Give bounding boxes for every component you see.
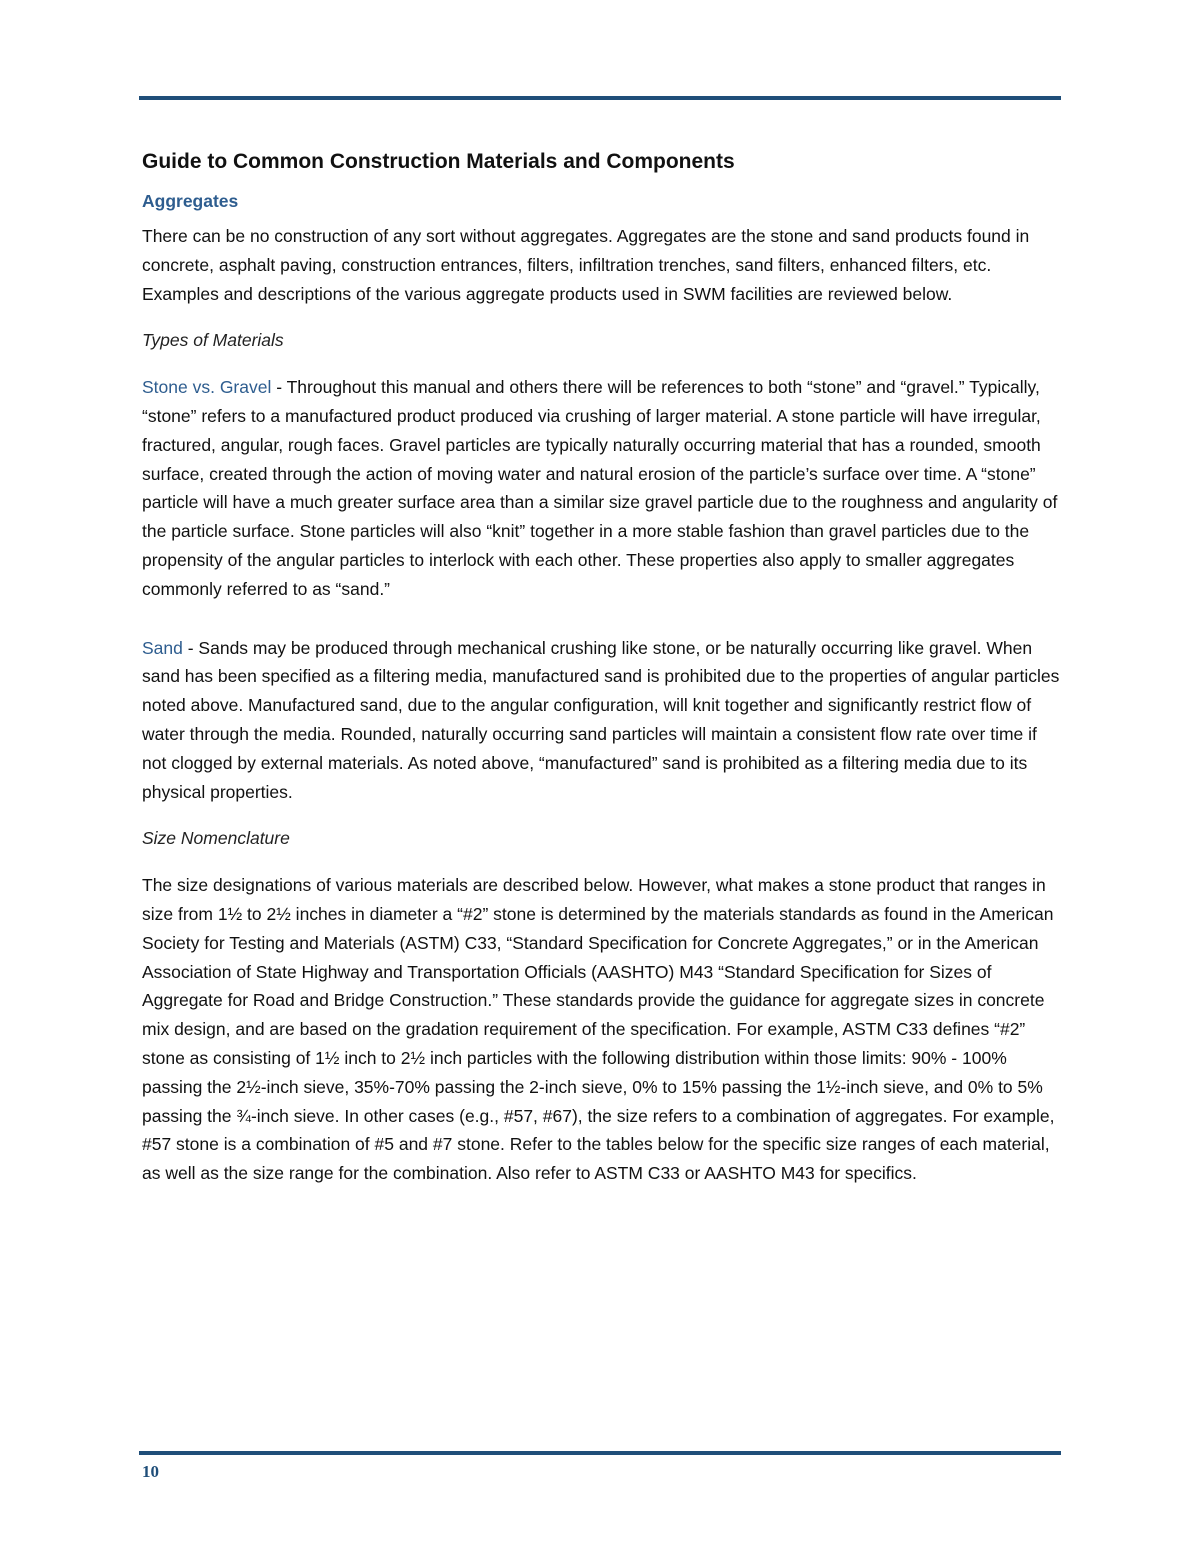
- footer-rule: [139, 1451, 1061, 1455]
- size-nomenclature-paragraph: The size designations of various materials are described below. However, what makes a stone product that ranges in size from 1½ to 2½ inches in diameter a “#2” stone is determined by the materials standards as found in the American Society for Testing and Materials (ASTM) C33, “Standard Specification for Concrete Aggregates,” or in the American Association of State Highway and Transportation Officials (AASHTO) M43 “Standard Specification for Sizes of Aggregate for Road and Bridge Construction.” These standards provide the guidance for aggregate sizes in concrete mix design, and are based on the gradation requirement of the specification. For example, ASTM C33 defines “#2” stone as consisting of 1½ inch to 2½ inch particles with the following distribution within those limits: 90% - 100% passing the 2½-inch sieve, 35%-70% passing the 2-inch sieve, 0% to 15% passing the 1½-inch sieve, and 0% to 5% passing the ¾-inch sieve. In other cases (e.g., #57, #67), the size refers to a combination of aggregates. For example, #57 stone is a combination of #5 and #7 stone. Refer to the tables below for the specific size ranges of each material, as well as the size range for the combination. Also refer to ASTM C33 or AASHTO M43 for specifics.: [142, 875, 1055, 1184]
- stone-vs-gravel-paragraph: [142, 373, 1062, 603]
- aggregates-intro-paragraph: There can be no construction of any sort without aggregates. Aggregates are the stone and sand products found in concrete, asphalt paving, construction entrances, filters, infiltration trenches, sand filters, enhanced filters, etc. Examples and descriptions of the various aggregate products used in SWM facilities are reviewed below.: [142, 226, 1030, 304]
- subheading-size-nomenclature: Size Nomenclature: [142, 828, 290, 849]
- document-title: Guide to Common Construction Materials and Components: [142, 150, 735, 173]
- term-stone-vs-gravel: Stone vs. Gravel: [142, 377, 272, 398]
- term-sand: Sand: [142, 637, 183, 658]
- page-content: [142, 146, 1062, 1188]
- subheading-types-of-materials: Types of Materials: [142, 330, 284, 351]
- page-number: 10: [142, 1462, 159, 1481]
- header-rule: [139, 96, 1061, 100]
- stone-vs-gravel-text: - Throughout this manual and others there will be references to both “stone” and “gravel.” Typically, “stone” refers to a manufactured product produced via crushing of larger material. A stone particle will have irregular, fractured, angular, rough faces. Gravel particles are typically naturally occurring material that has a rounded, smooth surface, created through the action of moving water and natural erosion of the particle’s surface over time. A “stone” particle will have a much greater surface area than a similar size gravel particle due to the roughness and angularity of the particle surface. Stone particles will also “knit” together in a more stable fashion than gravel particles due to the propensity of the angular particles to interlock with each other. These properties also apply to smaller aggregates commonly referred to as “sand.”: [142, 377, 1058, 599]
- section-heading-aggregates: Aggregates: [142, 191, 239, 211]
- sand-paragraph: [142, 634, 1062, 807]
- sand-text: - Sands may be produced through mechanical crushing like stone, or be naturally occurring like gravel. When sand has been specified as a filtering media, manufactured sand is prohibited due to the properties of angular particles noted above. Manufactured sand, due to the angular configuration, will knit together and significantly restrict flow of water through the media. Rounded, naturally occurring sand particles will maintain a consistent flow rate over time if not clogged by external materials. As noted above, “manufactured” sand is prohibited as a filtering media due to its physical properties.: [142, 637, 1060, 802]
